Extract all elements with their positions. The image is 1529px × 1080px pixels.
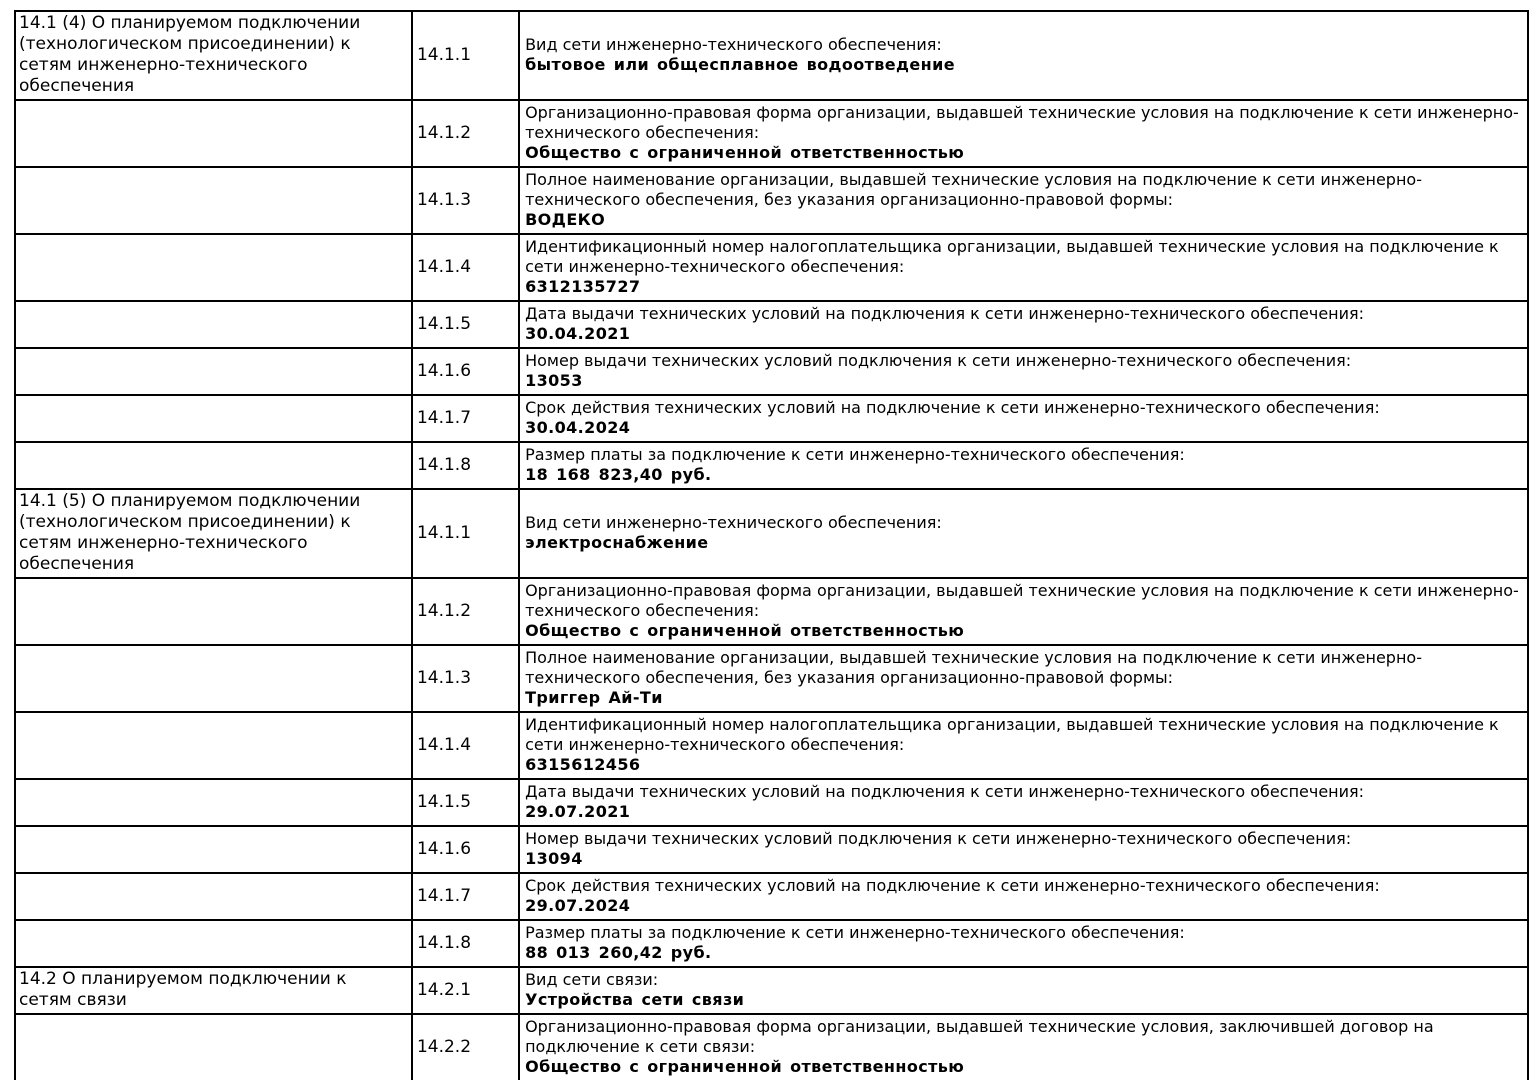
table-row xyxy=(15,779,1528,826)
field-label: Номер выдачи технических условий подключения к сети инженерно-технического обеспечения: xyxy=(525,829,1352,848)
table-row xyxy=(15,967,1528,1014)
field-label: Дата выдачи технических условий на подключения к сети инженерно-технического обеспечения: xyxy=(525,304,1365,323)
section-title-empty-cell xyxy=(15,234,412,301)
row-content-cell xyxy=(519,873,1528,920)
row-content-cell xyxy=(519,920,1528,967)
field-label: Организационно-правовая форма организации, выдавшей технические условия, заключившей договор на подключение к сети связи: xyxy=(525,1017,1434,1056)
table-row xyxy=(15,442,1528,489)
field-label: Размер платы за подключение к сети инженерно-технического обеспечения: xyxy=(525,923,1185,942)
table-row xyxy=(15,873,1528,920)
table-row xyxy=(15,234,1528,301)
field-value: 6312135727 xyxy=(525,277,641,296)
row-code-cell: 14.1.8 xyxy=(412,920,519,967)
section-title-empty-cell xyxy=(15,645,412,712)
field-label: Организационно-правовая форма организации, выдавшей технические условия на подключение к сети инженерно-технического обеспечения: xyxy=(525,581,1519,620)
field-value: 29.07.2024 xyxy=(525,896,631,915)
section-title-empty-cell xyxy=(15,100,412,167)
row-content-cell xyxy=(519,967,1528,1014)
section-title-empty-cell xyxy=(15,873,412,920)
field-label: Дата выдачи технических условий на подключения к сети инженерно-технического обеспечения: xyxy=(525,782,1365,801)
field-value: 30.04.2021 xyxy=(525,324,631,343)
table-row xyxy=(15,712,1528,779)
table-row xyxy=(15,578,1528,645)
field-value: Устройства сети связи xyxy=(525,990,745,1009)
section-title-empty-cell xyxy=(15,920,412,967)
row-content-cell xyxy=(519,100,1528,167)
section-title-empty-cell xyxy=(15,301,412,348)
field-label: Идентификационный номер налогоплательщика организации, выдавшей технические условия на подключение к сети инженерно-технического обеспечения: xyxy=(525,237,1499,276)
table-row xyxy=(15,301,1528,348)
table-row xyxy=(15,11,1528,100)
section-title-cell: 14.1 (4) О планируемом подключении (технологическом присоединении) к сетям инженерно-технического обеспечения xyxy=(15,11,412,100)
table-row xyxy=(15,348,1528,395)
section-title-cell: 14.2 О планируемом подключении к сетям связи xyxy=(15,967,412,1014)
row-code-cell: 14.1.2 xyxy=(412,100,519,167)
row-content-cell xyxy=(519,578,1528,645)
row-code-cell: 14.1.7 xyxy=(412,395,519,442)
row-code-cell: 14.1.3 xyxy=(412,167,519,234)
field-label: Организационно-правовая форма организации, выдавшей технические условия на подключение к сети инженерно-технического обеспечения: xyxy=(525,103,1519,142)
row-code-cell: 14.1.5 xyxy=(412,779,519,826)
project-declaration-table xyxy=(14,10,1529,1080)
field-value: ВОДЕКО xyxy=(525,210,606,229)
row-code-cell: 14.1.4 xyxy=(412,712,519,779)
row-code-cell: 14.2.1 xyxy=(412,967,519,1014)
field-value: Общество с ограниченной ответственностью xyxy=(525,1057,965,1076)
section-title-empty-cell xyxy=(15,167,412,234)
section-title-empty-cell xyxy=(15,348,412,395)
field-label: Вид сети инженерно-технического обеспечения: xyxy=(525,513,942,532)
row-content-cell xyxy=(519,1014,1528,1080)
field-value: 30.04.2024 xyxy=(525,418,631,437)
field-label: Полное наименование организации, выдавшей технические условия на подключение к сети инженерно-технического обеспечения, без указания организационно-правовой формы: xyxy=(525,648,1422,687)
row-content-cell xyxy=(519,234,1528,301)
field-value: Триггер Ай-Ти xyxy=(525,688,663,707)
section-title-empty-cell xyxy=(15,395,412,442)
field-value: 6315612456 xyxy=(525,755,641,774)
field-value: 13053 xyxy=(525,371,583,390)
row-code-cell: 14.1.1 xyxy=(412,489,519,578)
field-label: Номер выдачи технических условий подключения к сети инженерно-технического обеспечения: xyxy=(525,351,1352,370)
field-value: 13094 xyxy=(525,849,583,868)
field-label: Идентификационный номер налогоплательщика организации, выдавшей технические условия на подключение к сети инженерно-технического обеспечения: xyxy=(525,715,1499,754)
table-row xyxy=(15,167,1528,234)
field-label: Вид сети связи: xyxy=(525,970,659,989)
field-label: Вид сети инженерно-технического обеспечения: xyxy=(525,35,942,54)
field-label: Срок действия технических условий на подключение к сети инженерно-технического обеспечения: xyxy=(525,398,1380,417)
row-code-cell: 14.1.1 xyxy=(412,11,519,100)
row-content-cell xyxy=(519,395,1528,442)
row-content-cell xyxy=(519,167,1528,234)
section-title-empty-cell xyxy=(15,1014,412,1080)
row-code-cell: 14.1.6 xyxy=(412,348,519,395)
field-label: Срок действия технических условий на подключение к сети инженерно-технического обеспечения: xyxy=(525,876,1380,895)
field-value: 29.07.2021 xyxy=(525,802,631,821)
table-row xyxy=(15,489,1528,578)
table-row xyxy=(15,395,1528,442)
row-content-cell xyxy=(519,489,1528,578)
row-code-cell: 14.1.6 xyxy=(412,826,519,873)
section-title-cell: 14.1 (5) О планируемом подключении (технологическом присоединении) к сетям инженерно-технического обеспечения xyxy=(15,489,412,578)
table-row xyxy=(15,826,1528,873)
section-title-empty-cell xyxy=(15,779,412,826)
table-row xyxy=(15,100,1528,167)
row-content-cell xyxy=(519,645,1528,712)
field-value: бытовое или общесплавное водоотведение xyxy=(525,55,955,74)
row-code-cell: 14.2.2 xyxy=(412,1014,519,1080)
field-value: 18 168 823,40 руб. xyxy=(525,465,712,484)
field-value: электроснабжение xyxy=(525,533,709,552)
field-value: Общество с ограниченной ответственностью xyxy=(525,143,965,162)
row-content-cell xyxy=(519,826,1528,873)
row-code-cell: 14.1.5 xyxy=(412,301,519,348)
row-content-cell xyxy=(519,779,1528,826)
section-title-empty-cell xyxy=(15,578,412,645)
field-label: Размер платы за подключение к сети инженерно-технического обеспечения: xyxy=(525,445,1185,464)
row-code-cell: 14.1.8 xyxy=(412,442,519,489)
row-code-cell: 14.1.3 xyxy=(412,645,519,712)
section-title-empty-cell xyxy=(15,442,412,489)
table-row xyxy=(15,920,1528,967)
row-content-cell xyxy=(519,11,1528,100)
row-content-cell xyxy=(519,712,1528,779)
field-value: 88 013 260,42 руб. xyxy=(525,943,712,962)
row-code-cell: 14.1.2 xyxy=(412,578,519,645)
table-row xyxy=(15,1014,1528,1080)
row-content-cell xyxy=(519,301,1528,348)
row-code-cell: 14.1.7 xyxy=(412,873,519,920)
field-label: Полное наименование организации, выдавшей технические условия на подключение к сети инженерно-технического обеспечения, без указания организационно-правовой формы: xyxy=(525,170,1422,209)
row-code-cell: 14.1.4 xyxy=(412,234,519,301)
field-value: Общество с ограниченной ответственностью xyxy=(525,621,965,640)
table-row xyxy=(15,645,1528,712)
section-title-empty-cell xyxy=(15,712,412,779)
section-title-empty-cell xyxy=(15,826,412,873)
row-content-cell xyxy=(519,348,1528,395)
row-content-cell xyxy=(519,442,1528,489)
